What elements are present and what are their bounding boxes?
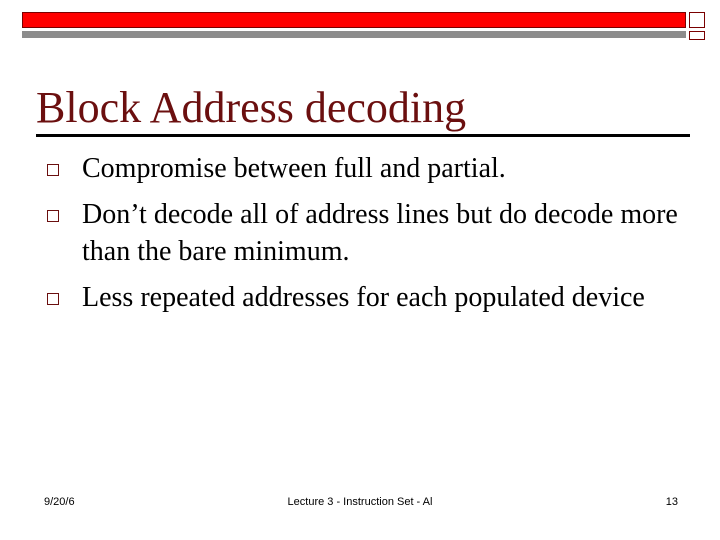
footer-lecture-title: Lecture 3 - Instruction Set - Al <box>287 496 433 508</box>
bullet-text: Don’t decode all of address lines but do decode more than the bare minimum. <box>82 199 678 267</box>
hollow-square-bullet-icon <box>47 164 59 176</box>
top-right-small-square-decoration <box>689 31 705 40</box>
bullet-text: Compromise between full and partial. <box>82 153 506 184</box>
top-gray-bar <box>22 31 686 38</box>
hollow-square-bullet-icon <box>47 293 59 305</box>
bullet-item <box>46 150 686 187</box>
bullet-text: Less repeated addresses for each populated device <box>82 282 645 313</box>
bullet-list <box>46 150 686 325</box>
footer-date: 9/20/6 <box>44 496 75 508</box>
hollow-square-bullet-icon <box>47 210 59 222</box>
bullet-item <box>46 279 686 316</box>
footer-page-number: 13 <box>665 496 678 508</box>
slide-title: Block Address decoding <box>36 83 467 132</box>
title-underline <box>36 134 690 137</box>
top-right-square-decoration <box>689 12 705 28</box>
bullet-item <box>46 196 686 270</box>
top-red-bar <box>22 12 686 28</box>
